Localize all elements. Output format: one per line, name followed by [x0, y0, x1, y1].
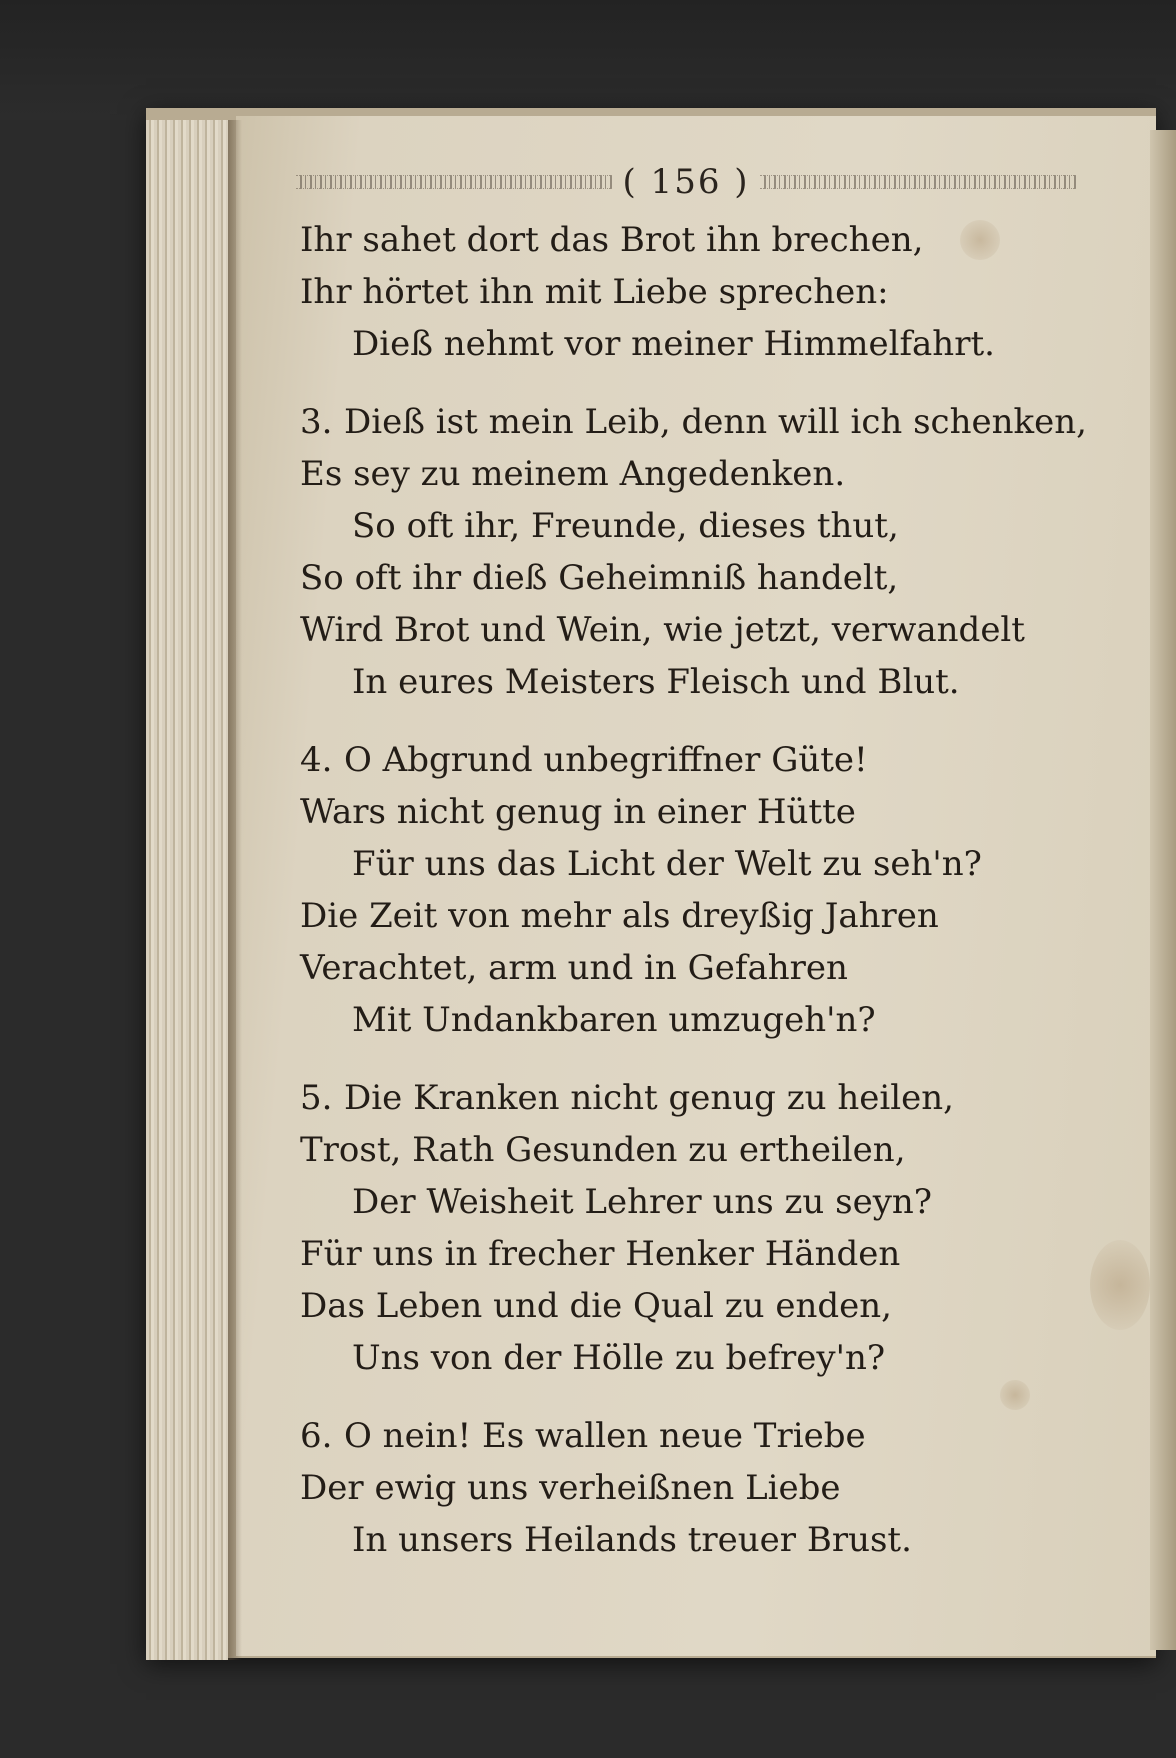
- verse-line-text: Der Weisheit Lehrer uns zu seyn?: [352, 1182, 933, 1222]
- page-number: ( 156 ): [622, 162, 750, 202]
- verse-line: [300, 1514, 1100, 1566]
- header-ornament-right: [760, 175, 1076, 189]
- verse-line-text: So oft ihr dieß Geheimniß handelt,: [300, 558, 899, 598]
- verse-line-text: Ihr hörtet ihn mit Liebe sprechen:: [300, 272, 889, 312]
- verse-line-text: Trost, Rath Gesunden zu ertheilen,: [300, 1130, 906, 1170]
- verse-line: [300, 318, 1100, 370]
- page-header: [296, 160, 1076, 204]
- verse-line: [300, 1332, 1100, 1384]
- verse-line: [300, 994, 1100, 1046]
- verse-line: [300, 1072, 1100, 1124]
- verse-line: [300, 448, 1100, 500]
- verse-line: [300, 1410, 1100, 1462]
- verse-line: [300, 734, 1100, 786]
- verse-line: [300, 266, 1100, 318]
- verse-line: [300, 1124, 1100, 1176]
- verse-line-text: Wars nicht genug in einer Hütte: [300, 792, 856, 832]
- verse-line-text: Es sey zu meinem Angedenken.: [300, 454, 846, 494]
- verse-line: [300, 838, 1100, 890]
- gutter-shadow: [228, 120, 242, 1660]
- verse-line: [300, 214, 1100, 266]
- stanza: [300, 214, 1100, 370]
- verse-line: [300, 1176, 1100, 1228]
- header-ornament-left: [296, 175, 612, 189]
- verse-line: [300, 552, 1100, 604]
- stanza-number: 4.: [300, 740, 333, 780]
- verse-line: [300, 656, 1100, 708]
- page-edges: [146, 120, 228, 1660]
- verse-line: [300, 1228, 1100, 1280]
- hymn-text: [300, 214, 1100, 1592]
- stanza: [300, 1072, 1100, 1384]
- verse-line-text: O Abgrund unbegriffner Güte!: [344, 740, 868, 780]
- stanza-number: 3.: [300, 402, 333, 442]
- verse-line-text: Verachtet, arm und in Gefahren: [300, 948, 848, 988]
- verse-line-text: Mit Undankbaren umzugeh'n?: [352, 1000, 876, 1040]
- page-right-edge: [1150, 130, 1176, 1650]
- stanza: [300, 396, 1100, 708]
- verse-line-text: Für uns in frecher Henker Händen: [300, 1234, 901, 1274]
- verse-line: [300, 1462, 1100, 1514]
- verse-line-text: Die Zeit von mehr als dreyßig Jahren: [300, 896, 939, 936]
- verse-line: [300, 396, 1100, 448]
- verse-line-text: So oft ihr, Freunde, dieses thut,: [352, 506, 899, 546]
- verse-line: [300, 500, 1100, 552]
- verse-line-text: Dieß ist mein Leib, denn will ich schenken,: [344, 402, 1087, 442]
- verse-line-text: Der ewig uns verheißnen Liebe: [300, 1468, 841, 1508]
- verse-line-text: Ihr sahet dort das Brot ihn brechen,: [300, 220, 924, 260]
- background-top: [0, 0, 1176, 120]
- verse-line: [300, 942, 1100, 994]
- verse-line: [300, 1280, 1100, 1332]
- stanza: [300, 1410, 1100, 1566]
- verse-line-text: O nein! Es wallen neue Triebe: [344, 1416, 866, 1456]
- stanza: [300, 734, 1100, 1046]
- verse-line: [300, 786, 1100, 838]
- verse-line-text: In unsers Heilands treuer Brust.: [352, 1520, 912, 1560]
- verse-line-text: Die Kranken nicht genug zu heilen,: [344, 1078, 954, 1118]
- verse-line-text: Dieß nehmt vor meiner Himmelfahrt.: [352, 324, 995, 364]
- verse-line: [300, 604, 1100, 656]
- stanza-number: 5.: [300, 1078, 333, 1118]
- verse-line-text: In eures Meisters Fleisch und Blut.: [352, 662, 960, 702]
- verse-line-text: Für uns das Licht der Welt zu seh'n?: [352, 844, 982, 884]
- verse-line-text: Uns von der Hölle zu befrey'n?: [352, 1338, 886, 1378]
- verse-line: [300, 890, 1100, 942]
- verse-line-text: Wird Brot und Wein, wie jetzt, verwandelt: [300, 610, 1025, 650]
- stanza-number: 6.: [300, 1416, 333, 1456]
- verse-line-text: Das Leben und die Qual zu enden,: [300, 1286, 892, 1326]
